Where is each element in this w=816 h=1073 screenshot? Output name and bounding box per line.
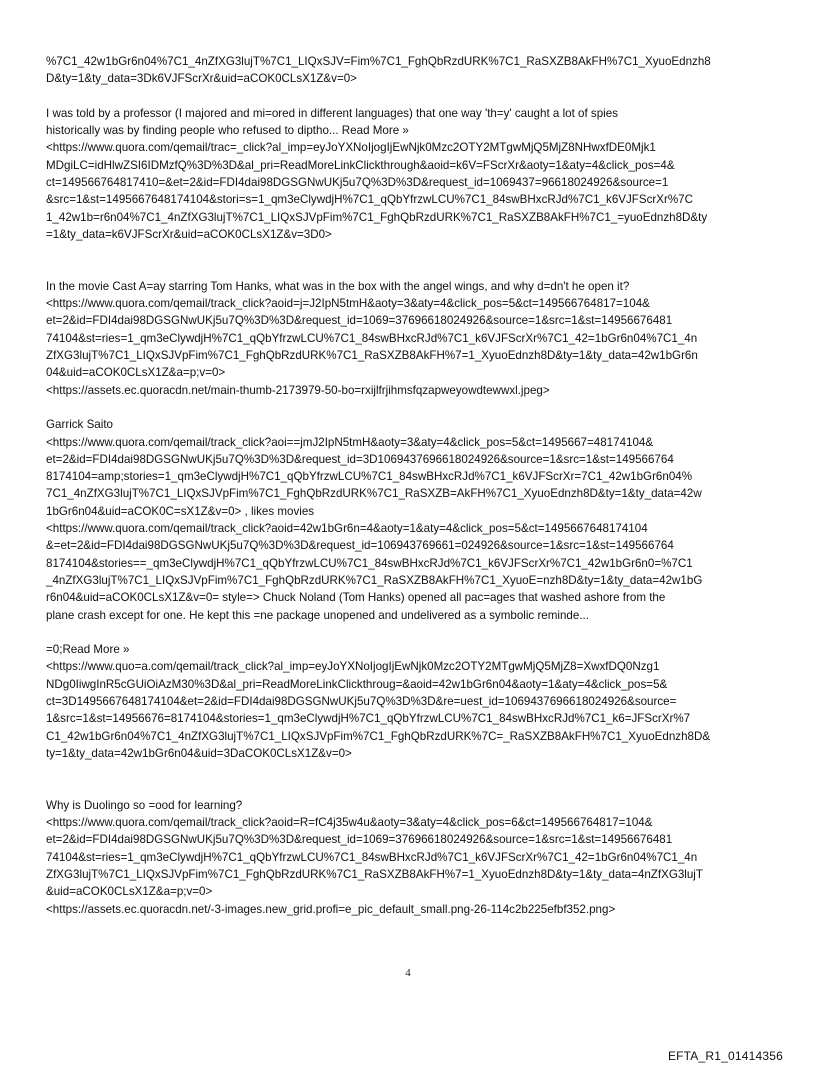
text-block-2 <box>46 105 772 243</box>
text-line: %7C1_42w1bGr6n04%7C1_4nZfXG3lujT%7C1_LIQxSJV=Fim%7C1_FghQbRzdURK%7C1_RaSXZB8AkFH%7C1_XyuoEdnzh8 <box>46 55 711 68</box>
text-line: <https://www.quora.com/qemail/track_click?aoid=j=J2IpN5tmH&aoty=3&aty=4&click_pos=5&ct=149566764817=104& <box>46 297 650 311</box>
text-line: _4nZfXG3lujT%7C1_LIQxSJVpFim%7C1_FghQbRzdURK%7C1_RaSXZB8AkFH%7C1_XyuoE=nzh8D&ty=1&ty_data=42w1bG <box>46 573 703 587</box>
text-line: 8174104&stories==_qm3eClywdjH%7C1_qQbYfrzwLCU%7C1_84swBHxcRJd%7C1_k6VJFScrXr%7C1_42w1bGr6n0=%7C1 <box>46 556 693 570</box>
text-line: 04&uid=aCOK0CLsX1Z&a=p;v=0> <box>46 366 226 380</box>
text-block-3 <box>46 278 772 399</box>
text-line: C1_42w1bGr6n04%7C1_4nZfXG3lujT%7C1_LIQxSJVpFim%7C1_FghQbRzdURK%7C=_RaSXZB8AkFH%7C1_XyuoEdnzh8D& <box>46 729 711 743</box>
text-line: <https://www.quora.com/qemail/trac=_click?al_imp=eyJoYXNoIjogIjEwNjk0Mzc2OTY2MTgwMjQ5MjZ8NHwxfDE0Mjk1 <box>46 141 656 155</box>
text-line: et=2&id=FDI4dai98DGSGNwUKj5u7Q%3D%3D&request_id=1069=37696618024926&source=1&src=1&st=14956676481 <box>46 833 673 847</box>
text-line: 7C1_4nZfXG3lujT%7C1_LIQxSJVpFim%7C1_FghQbRzdURK%7C1_RaSXZB=AkFH%7C1_XyuoEdnzh8D&ty=1&ty_data=42w <box>46 487 702 501</box>
text-line: D&ty=1&ty_data=3Dk6VJFScrXr&uid=aCOK0CLsX1Z&v=0> <box>46 72 357 86</box>
page-number: 4 <box>405 967 411 979</box>
text-block-5 <box>46 641 772 762</box>
bates-number: EFTA_R1_01414356 <box>667 1049 783 1063</box>
text-line: Why is Duolingo so =ood for learning? <box>46 798 243 812</box>
text-line: MDgiLC=idHlwZSI6IDMzfQ%3D%3D&al_pri=ReadMoreLinkClickthrough&aoid=k6V=FScrXr&aoty=1&aty=4&click_pos=4& <box>46 158 675 172</box>
text-line: 1_42w1b=r6n04%7C1_4nZfXG3lujT%7C1_LIQxSJVpFim%7C1_FghQbRzdURK%7C1_RaSXZB8AkFH%7C1_=yuoEdnzh8D&ty <box>46 210 708 224</box>
text-line: =0;Read More » <box>46 643 130 657</box>
text-line: ZfXG3lujT%7C1_LIQxSJVpFim%7C1_FghQbRzdURK%7C1_RaSXZB8AkFH%7=1_XyuoEdnzh8D&ty=1&ty_data=4nZfXG3lujT <box>46 867 703 881</box>
text-line: historically was by finding people who refused to diptho... Read More » <box>46 124 409 138</box>
text-line: In the movie Cast A=ay starring Tom Hanks, what was in the box with the angel wings, and why d=dn't he open it? <box>46 279 630 293</box>
text-line: r6n04&uid=aCOK0CLsX1Z&v=0= style=> Chuck Noland (Tom Hanks) opened all pac=ages that washed ashore from the <box>46 591 666 605</box>
text-line: <https://www.quo=a.com/qemail/track_click?al_imp=eyJoYXNoIjogIjEwNjk0Mzc2OTY2MTgwMjQ5MjZ8=XwxfDQ0Nzg1 <box>46 660 660 674</box>
text-line: 8174104=amp;stories=1_qm3eClywdjH%7C1_qQbYfrzwLCU%7C1_84swBHxcRJd%7C1_k6VJFScrXr=7C1_42w1bGr6n04% <box>46 470 693 484</box>
text-line: plane crash except for one. He kept this =ne package unopened and undelivered as a symbolic reminde... <box>46 608 589 622</box>
text-line: 1&src=1&st=14956676=8174104&stories=1_qm3eClywdjH%7C1_qQbYfrzwLCU%7C1_84swBHxcRJd%7C1_k6=JFScrXr%7 <box>46 712 691 726</box>
text-line: <https://assets.ec.quoracdn.net/main-thumb-2173979-50-bo=rxijlfrjihmsfqzapweyowdtewwxl.jpeg> <box>46 383 550 397</box>
text-line: ZfXG3lujT%7C1_LIQxSJVpFim%7C1_FghQbRzdURK%7C1_RaSXZB8AkFH%7=1_XyuoEdnzh8D&ty=1&ty_data=42w1bGr6n <box>46 349 698 363</box>
text-line: <https://www.quora.com/qemail/track_click?aoid=42w1bGr6n=4&aoty=1&aty=4&click_pos=5&ct=1495667648174104 <box>46 522 648 536</box>
text-line: ty=1&ty_data=42w1bGr6n04&uid=3DaCOK0CLsX1Z&v=0> <box>46 746 352 760</box>
text-line: <https://assets.ec.quoracdn.net/-3-images.new_grid.profi=e_pic_default_small.png-26-114c2b225efbf352.png> <box>46 902 616 916</box>
text-line: 1bGr6n04&uid=aCOK0C=sX1Z&v=0> , likes movies <box>46 504 315 518</box>
text-line: I was told by a professor (I majored and mi=ored in different languages) that one way 'th=y' caught a lot of spies <box>46 106 618 120</box>
text-line: ct=3D1495667648174104&et=2&id=FDI4dai98DGSGNwUKj5u7Q%3D%3D&re=uest_id=1069437696618024926&source= <box>46 694 677 708</box>
text-line: 74104&st=ries=1_qm3eClywdjH%7C1_qQbYfrzwLCU%7C1_84swBHxcRJd%7C1_k6VJFScrXr%7C1_42=1bGr6n04%7C1_4n <box>46 850 698 864</box>
text-line: <https://www.quora.com/qemail/track_click?aoi==jmJ2IpN5tmH&aoty=3&aty=4&click_pos=5&ct=1495667=48174104& <box>46 435 654 449</box>
text-line: &uid=aCOK0CLsX1Z&a=p;v=0> <box>46 885 213 899</box>
text-line: &src=1&st=1495667648174104&stori=s=1_qm3eClywdjH%7C1_qQbYfrzwLCU%7C1_84swBHxcRJd%7C1_k6VJFScrXr%7C <box>46 193 693 207</box>
text-block-1 <box>46 53 772 88</box>
text-line: NDg0IiwgInR5cGUiOiAzM30%3D&al_pri=ReadMoreLinkClickthroug=&aoid=42w1bGr6n04&aoty=1&aty=4&click_pos=5& <box>46 677 668 691</box>
text-block-6 <box>46 797 772 918</box>
text-line: Garrick Saito <box>46 418 114 432</box>
text-line: &=et=2&id=FDI4dai98DGSGNwUKj5u7Q%3D%3D&request_id=106943769661=024926&source=1&src=1&st=149566764 <box>46 539 674 553</box>
text-line: =1&ty_data=k6VJFScrXr&uid=aCOK0CLsX1Z&v=3D0> <box>46 227 332 241</box>
text-line: ct=149566764817410=&et=2&id=FDI4dai98DGSGNwUKj5u7Q%3D%3D&request_id=1069437=96618024926&source=1 <box>46 176 669 190</box>
text-block-4 <box>46 416 772 624</box>
email-body <box>46 53 772 918</box>
text-line: 74104&st=ries=1_qm3eClywdjH%7C1_qQbYfrzwLCU%7C1_84swBHxcRJd%7C1_k6VJFScrXr%7C1_42=1bGr6n04%7C1_4n <box>46 331 698 345</box>
text-line: <https://www.quora.com/qemail/track_click?aoid=R=fC4j35w4u&aoty=3&aty=4&click_pos=6&ct=149566764817=104& <box>46 816 653 830</box>
text-line: et=2&id=FDI4dai98DGSGNwUKj5u7Q%3D%3D&request_id=3D1069437696618024926&source=1&src=1&st=149566764 <box>46 452 674 466</box>
text-line: et=2&id=FDI4dai98DGSGNwUKj5u7Q%3D%3D&request_id=1069=37696618024926&source=1&src=1&st=14956676481 <box>46 314 673 328</box>
